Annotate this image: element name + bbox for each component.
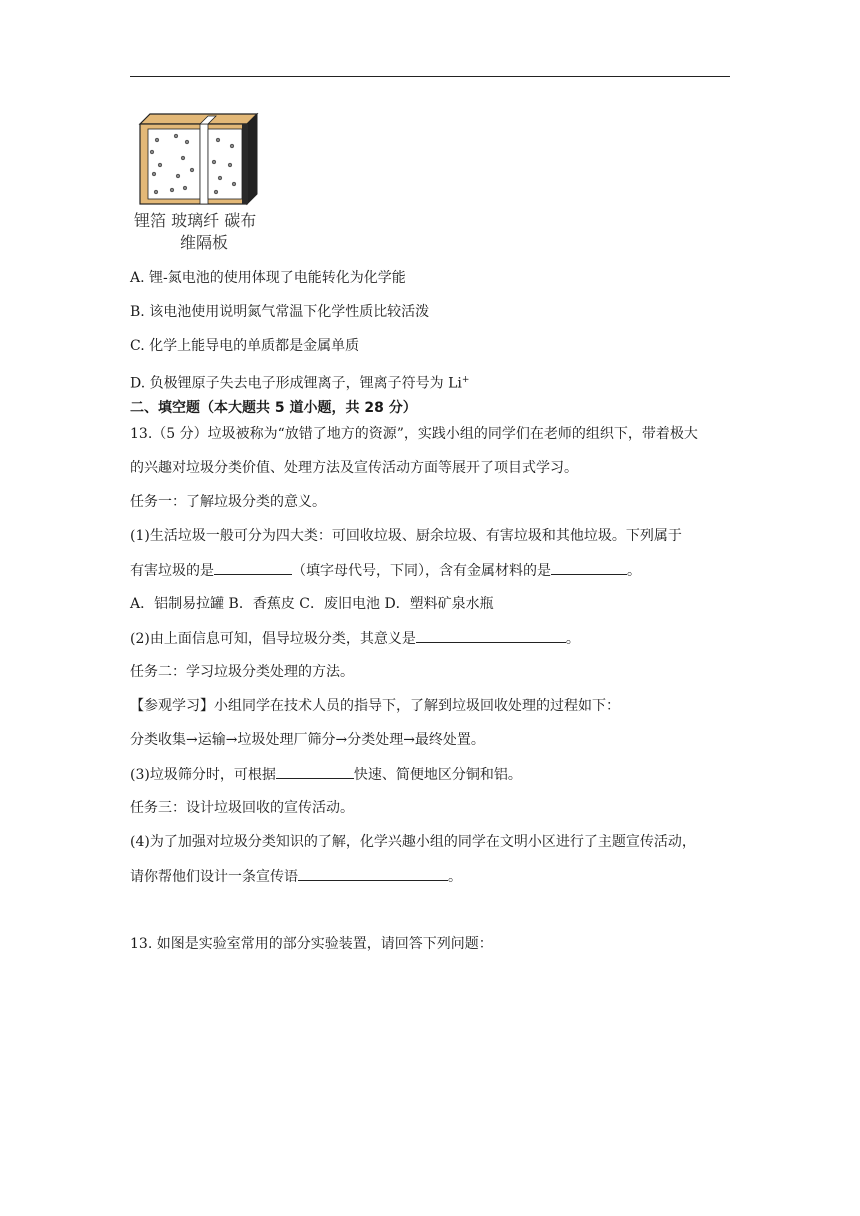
label-carbon-cloth: 碳布 bbox=[224, 211, 257, 230]
header-rule bbox=[130, 76, 730, 77]
answer-blank-3[interactable] bbox=[416, 628, 566, 643]
task-1: 任务一：了解垃圾分类的意义。 bbox=[130, 494, 326, 510]
part-2: (2)由上面信息可知，倡导垃圾分类，其意义是 。 bbox=[130, 628, 580, 649]
answer-blank-4[interactable] bbox=[276, 764, 354, 779]
label-separator: 维隔板 bbox=[180, 233, 229, 252]
task-2: 任务二：学习垃圾分类处理的方法。 bbox=[130, 664, 354, 680]
part-3: (3)垃圾筛分时，可根据 快速、简便地区分铜和铝。 bbox=[130, 764, 522, 785]
battery-diagram-labels bbox=[134, 210, 284, 254]
q13-intro-1: 13.（5 分）垃圾被称为“放错了地方的资源”，实践小组的同学们在老师的组织下，带着极大 bbox=[130, 426, 698, 442]
part-1-b: 有害垃圾的是 （填字母代号，下同），含有金属材料的是 。 bbox=[130, 560, 641, 581]
q13-lab-question: 13. 如图是实验室常用的部分实验装置，请回答下列问题： bbox=[130, 936, 493, 952]
process-flow: 分类收集→运输→垃圾处理厂筛分→分类处理→最终处置。 bbox=[130, 732, 485, 748]
answer-blank-2[interactable] bbox=[551, 560, 627, 575]
answer-blank-5[interactable] bbox=[298, 866, 448, 881]
section-heading: 二、填空题（本大题共 5 道小题，共 28 分） bbox=[130, 400, 417, 416]
option-c: C. 化学上能导电的单质都是金属单质 bbox=[130, 338, 360, 354]
label-glass-fiber: 玻璃纤 bbox=[171, 211, 220, 230]
part-1-a: (1)生活垃圾一般可分为四大类：可回收垃圾、厨余垃圾、有害垃圾和其他垃圾。下列属于 bbox=[130, 528, 682, 544]
part-4-a: (4)为了加强对垃圾分类知识的了解，化学兴趣小组的同学在文明小区进行了主题宣传活动， bbox=[130, 834, 696, 850]
choices: A．铝制易拉罐 B．香蕉皮 C．废旧电池 D．塑料矿泉水瓶 bbox=[130, 596, 494, 612]
task-3: 任务三：设计垃圾回收的宣传活动。 bbox=[130, 800, 354, 816]
option-a: A. 锂-氮电池的使用体现了电能转化为化学能 bbox=[130, 270, 406, 286]
label-lithium-foil: 锂箔 bbox=[134, 211, 167, 230]
option-b: B. 该电池使用说明氮气常温下化学性质比较活泼 bbox=[130, 304, 430, 320]
q13-intro-2: 的兴趣对垃圾分类价值、处理方法及宣传活动方面等展开了项目式学习。 bbox=[130, 460, 578, 476]
option-d: D. 负极锂原子失去电子形成锂离子，锂离子符号为 Li+ bbox=[130, 375, 470, 392]
part-4-b: 请你帮他们设计一条宣传语 。 bbox=[130, 866, 462, 887]
visit-study: 【参观学习】小组同学在技术人员的指导下，了解到垃圾回收处理的过程如下： bbox=[130, 698, 620, 714]
answer-blank-1[interactable] bbox=[214, 560, 292, 575]
